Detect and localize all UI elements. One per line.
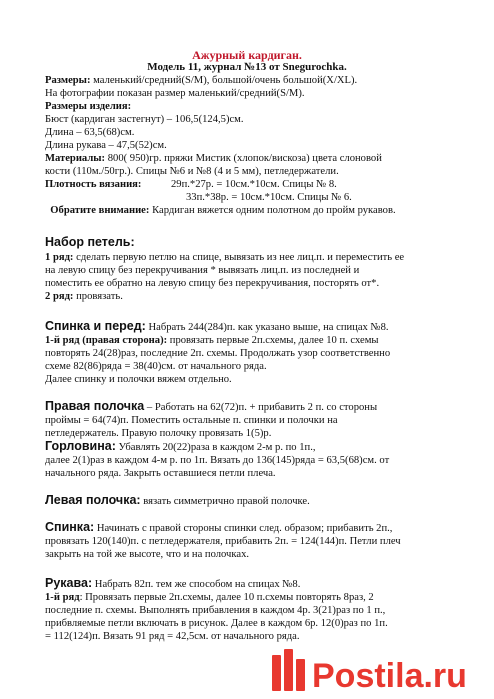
note-text: Кардиган вяжется одним полотном до пройм рукавов.: [152, 205, 396, 216]
sleeves-row1-label: 1-й ряд: [45, 592, 80, 603]
sleeves-section: [45, 577, 475, 643]
right-front-line3: петледержатель. Правую полочку провязать 1(5)р.: [45, 428, 272, 439]
materials-line1: 800( 950)гр. пряжи Мистик (хлопок/вискоза) цвета слоновой: [107, 153, 382, 164]
back-front-line4: Далее спинку и полочки вяжем отдельно.: [45, 374, 232, 385]
sleeves-heading-text: Набрать 82п. тем же способом на спицах №8.: [94, 579, 301, 590]
right-front-line2: проймы = 64(74)п. Поместить остальные п. спинки и полочки на: [45, 415, 338, 426]
right-front-section: [45, 400, 475, 480]
gauge-label: Плотность вязания:: [45, 179, 142, 190]
cast-on-row2-label: 2 ряд:: [45, 291, 74, 302]
cast-on-row1-line3: поместить ее обратно на левую спицу без перекручивания, посторять от*.: [45, 278, 380, 289]
right-front-heading: Правая полочка: [45, 399, 145, 413]
sizes-label: Размеры:: [45, 75, 91, 86]
note-label: Обратите внимание:: [50, 205, 150, 216]
materials-line2: кости (110м./50гр.). Спицы №6 и №8 (4 и 5 мм), петледержатели.: [45, 166, 339, 177]
back-line2: провязать 120(140)п. с петледержателя, прибавить 2п. = 124(144)п. Петли плеч: [45, 536, 401, 547]
postila-logo-mark: [272, 649, 305, 691]
back-front-row1-label: 1-й ряд (правая сторона):: [45, 335, 168, 346]
cast-on-row1-line2: на левую спицу без перекручивания * вывязать лиц.п. из последней и: [45, 265, 360, 276]
cast-on-section: [45, 236, 475, 303]
length-measure: Длина – 63,5(68)см.: [45, 127, 135, 138]
left-front-text: вязать симметрично правой полочке.: [143, 496, 310, 507]
gauge-line1: 29п.*27р. = 10см.*10см. Спицы № 8.: [171, 179, 337, 190]
document-subtitle: Модель 11, журнал №13 от Snegurochka.: [147, 61, 347, 73]
photo-note: На фотографии показан размер маленький/средний(S/M).: [45, 88, 305, 99]
gauge-line2: 33п.*38р. = 10см.*10см. Спицы № 6.: [186, 192, 352, 203]
sleeve-measure: Длина рукава – 47,5(52)см.: [45, 140, 167, 151]
neck-heading: Горловина:: [45, 439, 116, 453]
back-front-section: [45, 320, 475, 386]
sleeves-line2: последние п. схемы. Выполнять прибавления в каждом 4р. 3(21)раз по 1 п.,: [45, 605, 386, 616]
right-front-heading-text: – Работать на 62(72)п. + прибавить 2 п. со стороны: [146, 402, 378, 413]
neck-text: Убавлять 20(22)раза в каждом 2-м р. по 1п.,: [118, 442, 316, 453]
left-front-heading: Левая полочка:: [45, 493, 141, 507]
bust-measure: Бюст (кардиган застегнут) – 106,5(124,5)см.: [45, 114, 244, 125]
neck-line3: начального ряда. Закрыть оставшиеся петли плеча.: [45, 468, 276, 479]
back-front-line3: схеме 82(86)ряда = 38(40)см. от начального ряда.: [45, 361, 267, 372]
back-line3: закрыть на той же высоте, что и на полочках.: [45, 549, 250, 560]
cast-on-row2-text: провязать.: [76, 291, 123, 302]
measurements-heading: Размеры изделия:: [45, 101, 132, 112]
back-heading: Спинка:: [45, 520, 95, 534]
cast-on-row1-label: 1 ряд:: [45, 252, 74, 263]
left-front-section: [45, 494, 475, 508]
cast-on-row1-line1: сделать первую петлю на спице, вывязать из нее лиц.п. и переместить ее: [76, 252, 405, 263]
back-section: [45, 521, 475, 561]
sleeves-line3: прибвляемые петли включать в рисунок. Далее в каждом 6р. 12(0)раз по 1п.: [45, 618, 388, 629]
back-text: Начинать с правой стороны спинки след. образом; прибавить 2п.,: [96, 523, 393, 534]
document-title: Ажурный кардиган.: [192, 48, 302, 62]
back-front-heading-text: Набрать 244(284)п. как указано выше, на спицах №8.: [148, 322, 389, 333]
sleeves-heading: Рукава:: [45, 576, 93, 590]
postila-logo-text: Postila.ru: [312, 657, 467, 695]
back-front-line2: повторять 24(28)раз, последние 2п. схемы. Продолжать узор соответственно: [45, 348, 391, 359]
postila-watermark-logo: [272, 645, 492, 697]
sizes-text: маленький/средний(S/M), большой/очень большой(X/XL).: [93, 75, 358, 86]
sleeves-row1-text: : Провязать первые 2п.схемы, далее 10 п.схемы повторять 8раз, 2: [79, 592, 374, 603]
back-front-row1-text: провязать первые 2п.схемы, далее 10 п. схемы: [169, 335, 379, 346]
neck-line2: далее 2(1)раз в каждом 4-м р. по 1п. Вязать до 136(145)ряда = 63,5(68)см. от: [45, 455, 390, 466]
sizes-section: [45, 74, 475, 217]
back-front-heading: Спинка и перед:: [45, 319, 146, 333]
cast-on-heading: Набор петель:: [45, 235, 135, 249]
sleeves-line4: = 112(124)п. Вязать 91 ряд = 42,5см. от начального ряда.: [45, 631, 300, 642]
materials-label: Материалы:: [45, 153, 106, 164]
